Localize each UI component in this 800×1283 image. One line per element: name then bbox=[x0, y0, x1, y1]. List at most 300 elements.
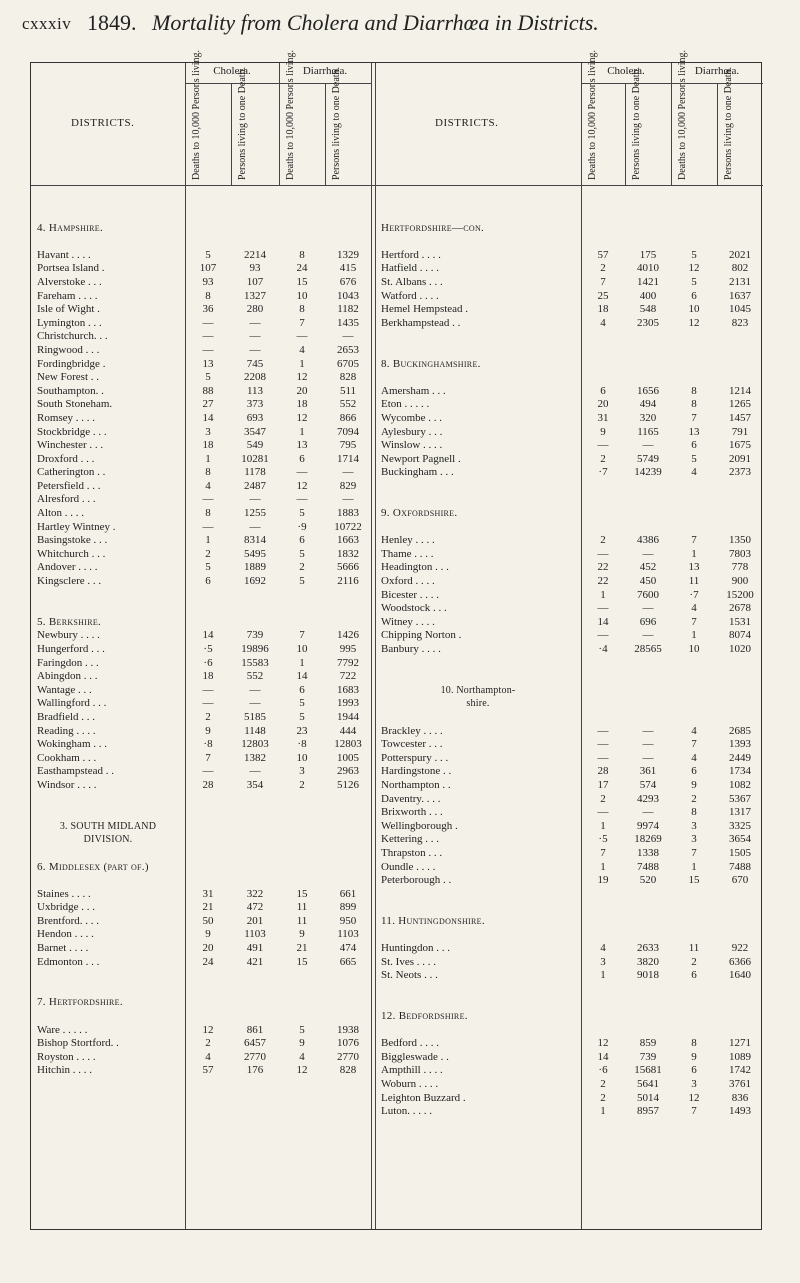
table-row bbox=[31, 725, 371, 739]
cholera-persons-cell: — bbox=[249, 765, 261, 778]
diarrhoea-deaths-cell: 3 bbox=[691, 819, 697, 832]
cholera-persons-cell: 1338 bbox=[637, 846, 659, 859]
district-name: Huntingdon . . . bbox=[381, 942, 451, 955]
cholera-persons-cell: 1178 bbox=[244, 466, 266, 479]
table-row bbox=[31, 657, 371, 671]
table-row bbox=[375, 725, 763, 739]
table-row bbox=[31, 262, 371, 276]
cholera-deaths-cell: 18 bbox=[202, 670, 214, 683]
cholera-deaths-cell: — bbox=[597, 602, 609, 615]
diarrhoea-deaths-cell: ·9 bbox=[297, 520, 307, 533]
district-name: Newport Pagnell . bbox=[381, 452, 461, 465]
table-row bbox=[375, 290, 763, 304]
header-rule bbox=[31, 185, 763, 186]
cholera-deaths-cell: 1 bbox=[600, 1105, 606, 1118]
cholera-persons-cell: 574 bbox=[639, 778, 657, 791]
diarrhoea-persons-cell: 415 bbox=[339, 262, 357, 275]
cholera-persons-cell: 19896 bbox=[241, 643, 269, 655]
districts-header-left: DISTRICTS. bbox=[71, 117, 135, 129]
district-name: Brixworth . . . bbox=[381, 806, 443, 819]
diarrhoea-deaths-cell: 12 bbox=[296, 479, 308, 492]
district-name: Berkhampstead . . bbox=[381, 316, 461, 329]
diarrhoea-persons-cell: 1637 bbox=[729, 289, 751, 302]
cholera-deaths-cell: 2 bbox=[600, 452, 606, 465]
right-column bbox=[375, 208, 763, 1119]
cholera-persons-cell: 373 bbox=[246, 398, 264, 411]
diarrhoea-deaths-cell: 14 bbox=[296, 670, 308, 683]
table-row bbox=[375, 426, 763, 440]
spacer bbox=[31, 208, 371, 222]
cholera-persons-cell: 4010 bbox=[637, 262, 659, 275]
spacer bbox=[375, 521, 763, 535]
diarrhoea-persons-cell: 7792 bbox=[337, 656, 359, 669]
diarrhoea-deaths-cell: 3 bbox=[299, 765, 305, 778]
district-name: Alresford . . . bbox=[37, 493, 96, 506]
district-name: Biggleswade . . bbox=[381, 1050, 449, 1063]
table-row bbox=[31, 752, 371, 766]
district-name: Droxford . . . bbox=[37, 452, 95, 465]
diarrhoea-persons-cell: 7094 bbox=[337, 425, 359, 438]
district-name: Faringdon . . . bbox=[37, 656, 99, 669]
diarrhoea-deaths-cell: ·7 bbox=[689, 588, 699, 601]
district-name: Ringwood . . . bbox=[37, 343, 100, 356]
cholera-deaths-cell: 88 bbox=[202, 384, 214, 397]
spacer bbox=[375, 330, 763, 344]
section-title: DIVISION. bbox=[83, 834, 133, 846]
table-row bbox=[375, 317, 763, 331]
diarrhoea-deaths-cell: 23 bbox=[296, 724, 308, 737]
cholera-deaths-cell: — bbox=[597, 751, 609, 764]
section-title: 4. Hampshire. bbox=[37, 221, 104, 234]
diarrhoea-persons-cell: 1457 bbox=[729, 411, 751, 424]
diarrhoea-persons-cell: 1944 bbox=[337, 710, 359, 723]
diarrhoea-persons-cell: 12803 bbox=[334, 738, 362, 751]
district-name: Aylesbury . . . bbox=[381, 425, 443, 438]
table-row bbox=[31, 439, 371, 453]
diarrhoea-deaths-cell: 15 bbox=[296, 275, 308, 288]
cholera-persons-cell: 859 bbox=[639, 1037, 657, 1050]
cholera-deaths-cell: ·5 bbox=[203, 643, 213, 655]
cholera-deaths-cell: 31 bbox=[202, 887, 214, 900]
diarrhoea-persons-cell: 6705 bbox=[337, 357, 359, 370]
cholera-persons-cell: 494 bbox=[639, 398, 657, 411]
district-name: Buckingham . . . bbox=[381, 466, 454, 479]
cholera-deaths-cell: 3 bbox=[205, 425, 211, 438]
district-name: Woburn . . . . bbox=[381, 1078, 439, 1090]
diarrhoea-deaths-cell: 2 bbox=[691, 792, 697, 805]
diarrhoea-persons-cell: 900 bbox=[731, 575, 749, 588]
district-name: Havant . . . . bbox=[37, 248, 91, 261]
cholera-persons-cell: 739 bbox=[246, 629, 264, 642]
district-name: Winchester . . . bbox=[37, 439, 104, 452]
diarrhoea-deaths-cell: 1 bbox=[691, 629, 697, 642]
district-name: Woodstock . . . bbox=[381, 602, 447, 615]
cholera-deaths-cell: 18 bbox=[202, 439, 214, 452]
diarrhoea-persons-cell: 778 bbox=[731, 561, 749, 574]
cholera-persons-cell: — bbox=[249, 493, 261, 506]
table-row bbox=[375, 398, 763, 412]
cholera-deaths-cell: 31 bbox=[597, 411, 609, 424]
diarrhoea-deaths-cell: 11 bbox=[296, 901, 308, 914]
cholera-persons-cell: 400 bbox=[639, 289, 657, 302]
table-row bbox=[375, 561, 763, 575]
table-row bbox=[31, 697, 371, 711]
diarrhoea-deaths-cell: 4 bbox=[691, 751, 697, 764]
spacer bbox=[375, 493, 763, 507]
table-row bbox=[375, 453, 763, 467]
cholera-deaths-cell: 8 bbox=[205, 507, 211, 520]
diarrhoea-deaths-cell: 10 bbox=[296, 751, 308, 764]
cholera-deaths-cell: 4 bbox=[600, 316, 606, 329]
cholera-header-right: Cholera. bbox=[607, 65, 645, 77]
diarrhoea-persons-cell: 1742 bbox=[729, 1064, 751, 1077]
table-row bbox=[31, 738, 371, 752]
cholera-deaths-cell: — bbox=[597, 806, 609, 819]
table-row bbox=[31, 493, 371, 507]
diarrhoea-persons-cell: 2131 bbox=[729, 275, 751, 288]
diarrhoea-persons-cell: 2116 bbox=[337, 575, 359, 588]
cholera-deaths-cell: 1 bbox=[600, 819, 606, 832]
section-title: shire. bbox=[466, 698, 490, 710]
district-name: Windsor . . . . bbox=[37, 778, 97, 791]
diarrhoea-deaths-cell: 6 bbox=[299, 683, 305, 696]
cholera-persons-cell: — bbox=[642, 751, 654, 764]
deaths-header: Deaths to 10,000 Persons living. bbox=[191, 50, 202, 180]
diarrhoea-deaths-cell: 13 bbox=[688, 561, 700, 574]
diarrhoea-persons-cell: 1076 bbox=[337, 1037, 359, 1050]
cholera-persons-cell: 2305 bbox=[637, 316, 659, 329]
diarrhoea-persons-cell: 1734 bbox=[729, 765, 751, 778]
spacer bbox=[375, 670, 763, 684]
cholera-persons-cell: — bbox=[642, 439, 654, 452]
table-row bbox=[375, 820, 763, 834]
section-heading bbox=[375, 1010, 763, 1024]
diarrhoea-persons-cell: 15200 bbox=[726, 588, 754, 601]
cholera-deaths-cell: 22 bbox=[597, 575, 609, 588]
table-row bbox=[375, 1051, 763, 1065]
cholera-persons-cell: 361 bbox=[639, 765, 657, 778]
diarrhoea-persons-cell: 3761 bbox=[729, 1078, 751, 1090]
district-name: Wellingborough . bbox=[381, 819, 458, 832]
cholera-deaths-cell: 7 bbox=[205, 751, 211, 764]
diarrhoea-deaths-cell: 12 bbox=[296, 411, 308, 424]
table-row bbox=[375, 1037, 763, 1051]
table-row bbox=[375, 1064, 763, 1078]
diarrhoea-deaths-cell: 8 bbox=[299, 303, 305, 316]
table-row bbox=[375, 793, 763, 807]
deaths-header: Deaths to 10,000 Persons living. bbox=[587, 50, 598, 180]
section-title: 12. Bedfordshire. bbox=[381, 1010, 468, 1023]
diarrhoea-persons-cell: 665 bbox=[339, 955, 357, 968]
cholera-deaths-cell: 9 bbox=[205, 724, 211, 737]
diarrhoea-deaths-cell: 15 bbox=[296, 955, 308, 968]
district-name: Uxbridge . . . bbox=[37, 901, 96, 914]
spacer bbox=[31, 969, 371, 983]
table-row bbox=[31, 358, 371, 372]
diarrhoea-persons-cell: 2770 bbox=[337, 1050, 359, 1063]
diarrhoea-persons-cell: 1265 bbox=[729, 398, 751, 411]
district-name: Ampthill . . . . bbox=[381, 1064, 443, 1077]
cholera-deaths-cell: 9 bbox=[205, 928, 211, 941]
cholera-persons-cell: — bbox=[642, 629, 654, 642]
district-name: Hungerford . . . bbox=[37, 643, 105, 655]
district-name: Winslow . . . . bbox=[381, 439, 443, 452]
cholera-persons-cell: 280 bbox=[246, 303, 264, 316]
cholera-persons-cell: 7488 bbox=[637, 860, 659, 873]
cholera-persons-cell: 421 bbox=[246, 955, 264, 968]
diarrhoea-deaths-cell: 7 bbox=[691, 1105, 697, 1118]
cholera-persons-cell: 1103 bbox=[244, 928, 266, 941]
section-title: 9. Oxfordshire. bbox=[381, 507, 458, 520]
district-name: St. Ives . . . . bbox=[381, 955, 436, 968]
diarrhoea-deaths-cell: 11 bbox=[688, 575, 700, 588]
cholera-deaths-cell: 57 bbox=[202, 1064, 214, 1077]
section-title: 3. SOUTH MIDLAND bbox=[59, 820, 157, 832]
diarrhoea-persons-cell: 1271 bbox=[729, 1037, 751, 1050]
cholera-persons-cell: 8314 bbox=[244, 534, 266, 547]
section-title: 5. Berkshire. bbox=[37, 615, 102, 628]
district-name: Thame . . . . bbox=[381, 547, 434, 560]
spacer bbox=[31, 806, 371, 820]
diarrhoea-persons-cell: 1640 bbox=[729, 969, 751, 982]
table-row bbox=[375, 412, 763, 426]
district-name: Lymington . . . bbox=[37, 316, 102, 329]
district-name: Oundle . . . . bbox=[381, 860, 436, 873]
table-row bbox=[375, 643, 763, 657]
diarrhoea-persons-cell: 3325 bbox=[729, 819, 751, 832]
district-name: Hemel Hempstead . bbox=[381, 303, 469, 316]
diarrhoea-deaths-cell: 20 bbox=[296, 384, 308, 397]
section-heading bbox=[375, 222, 763, 236]
table-row bbox=[31, 670, 371, 684]
cholera-persons-cell: 2633 bbox=[637, 942, 659, 955]
cholera-persons-cell: — bbox=[249, 330, 261, 343]
rule bbox=[581, 83, 763, 84]
diarrhoea-persons-cell: 791 bbox=[731, 425, 749, 438]
table-row bbox=[375, 779, 763, 793]
district-name: Hertford . . . . bbox=[381, 248, 441, 261]
table-row bbox=[31, 290, 371, 304]
cholera-deaths-cell: 1 bbox=[600, 969, 606, 982]
table-row bbox=[375, 534, 763, 548]
diarrhoea-persons-cell: 1089 bbox=[729, 1050, 751, 1063]
district-name: Hitchin . . . . bbox=[37, 1064, 92, 1077]
table-row bbox=[31, 711, 371, 725]
cholera-persons-cell: 18269 bbox=[634, 833, 662, 846]
table-row bbox=[375, 861, 763, 875]
cholera-persons-cell: 28565 bbox=[634, 643, 662, 655]
diarrhoea-deaths-cell: 6 bbox=[691, 969, 697, 982]
cholera-deaths-cell: 20 bbox=[597, 398, 609, 411]
cholera-deaths-cell: — bbox=[202, 493, 214, 506]
diarrhoea-persons-cell: — bbox=[342, 493, 354, 506]
table-row bbox=[31, 942, 371, 956]
cholera-deaths-cell: 17 bbox=[597, 778, 609, 791]
cholera-persons-cell: 450 bbox=[639, 575, 657, 588]
diarrhoea-persons-cell: 1317 bbox=[729, 806, 751, 819]
section-heading bbox=[31, 616, 371, 630]
cholera-deaths-cell: — bbox=[202, 765, 214, 778]
cholera-persons-cell: 5014 bbox=[637, 1091, 659, 1104]
diarrhoea-persons-cell: 829 bbox=[339, 479, 357, 492]
table-row bbox=[31, 901, 371, 915]
district-name: Fordingbridge . bbox=[37, 357, 106, 370]
cholera-persons-cell: 9974 bbox=[637, 819, 659, 832]
diarrhoea-deaths-cell: 6 bbox=[691, 289, 697, 302]
diarrhoea-persons-cell: 802 bbox=[731, 262, 749, 275]
cholera-persons-cell: — bbox=[249, 683, 261, 696]
cholera-persons-cell: 472 bbox=[246, 901, 264, 914]
section-heading bbox=[31, 996, 371, 1010]
col-rule bbox=[279, 63, 280, 185]
section-heading bbox=[31, 833, 371, 847]
table-row bbox=[31, 521, 371, 535]
district-name: Reading . . . . bbox=[37, 724, 96, 737]
diarrhoea-persons-cell: 1005 bbox=[337, 751, 359, 764]
table-row bbox=[31, 779, 371, 793]
diarrhoea-persons-cell: 828 bbox=[339, 371, 357, 384]
cholera-deaths-cell: 25 bbox=[597, 289, 609, 302]
table-row bbox=[31, 534, 371, 548]
diarrhoea-persons-cell: 1082 bbox=[729, 778, 751, 791]
diarrhoea-deaths-cell: 1 bbox=[691, 547, 697, 560]
cholera-persons-cell: 2208 bbox=[244, 371, 266, 384]
district-name: St. Albans . . . bbox=[381, 275, 443, 288]
diarrhoea-persons-cell: 1531 bbox=[729, 615, 751, 628]
col-rule bbox=[231, 83, 232, 185]
diarrhoea-persons-cell: 1045 bbox=[729, 303, 751, 316]
cholera-persons-cell: — bbox=[642, 724, 654, 737]
section-heading bbox=[375, 915, 763, 929]
diarrhoea-deaths-cell: 1 bbox=[299, 656, 305, 669]
cholera-persons-cell: 549 bbox=[246, 439, 264, 452]
cholera-deaths-cell: 27 bbox=[202, 398, 214, 411]
cholera-deaths-cell: 2 bbox=[205, 1037, 211, 1050]
deaths-header: Deaths to 10,000 Persons living. bbox=[285, 50, 296, 180]
cholera-deaths-cell: — bbox=[597, 547, 609, 560]
district-name: Leighton Buzzard . bbox=[381, 1091, 466, 1104]
diarrhoea-deaths-cell: 5 bbox=[299, 547, 305, 560]
district-name: Romsey . . . . bbox=[37, 411, 96, 424]
table-row bbox=[375, 1092, 763, 1106]
diarrhoea-deaths-cell: 8 bbox=[691, 384, 697, 397]
table-row bbox=[31, 765, 371, 779]
table-row bbox=[375, 589, 763, 603]
cholera-persons-cell: 452 bbox=[639, 561, 657, 574]
district-name: Wallingford . . . bbox=[37, 697, 107, 710]
cholera-deaths-cell: 12 bbox=[202, 1023, 214, 1036]
diarrhoea-deaths-cell: 4 bbox=[691, 466, 697, 479]
diarrhoea-persons-cell: 511 bbox=[339, 384, 357, 397]
cholera-deaths-cell: ·6 bbox=[598, 1064, 608, 1077]
page-title: Mortality from Cholera and Diarrhœa in Districts. bbox=[152, 10, 599, 35]
cholera-persons-cell: 4386 bbox=[637, 534, 659, 547]
cholera-deaths-cell: ·5 bbox=[598, 833, 608, 846]
cholera-deaths-cell: 6 bbox=[205, 575, 211, 588]
cholera-deaths-cell: 4 bbox=[205, 479, 211, 492]
diarrhoea-deaths-cell: 4 bbox=[691, 602, 697, 615]
cholera-deaths-cell: 50 bbox=[202, 914, 214, 927]
cholera-persons-cell: 1148 bbox=[244, 724, 266, 737]
table-row bbox=[375, 738, 763, 752]
table-row bbox=[375, 1105, 763, 1119]
diarrhoea-deaths-cell: 10 bbox=[688, 643, 700, 655]
table-row bbox=[31, 371, 371, 385]
diarrhoea-deaths-cell: 12 bbox=[688, 1091, 700, 1104]
district-name: New Forest . . bbox=[37, 371, 100, 384]
district-name: Fareham . . . . bbox=[37, 289, 98, 302]
cholera-persons-cell: — bbox=[249, 697, 261, 710]
table-row bbox=[31, 317, 371, 331]
cholera-deaths-cell: 2 bbox=[600, 1078, 606, 1090]
cholera-deaths-cell: 5 bbox=[205, 371, 211, 384]
diarrhoea-deaths-cell: 7 bbox=[691, 534, 697, 547]
cholera-persons-cell: 2214 bbox=[244, 248, 266, 261]
section-heading bbox=[375, 358, 763, 372]
spacer bbox=[375, 996, 763, 1010]
cholera-persons-cell: 1327 bbox=[244, 289, 266, 302]
district-name: Hendon . . . . bbox=[37, 928, 94, 941]
cholera-persons-cell: 861 bbox=[246, 1023, 264, 1036]
district-name: Bradfield . . . bbox=[37, 710, 96, 723]
cholera-persons-cell: 7600 bbox=[637, 588, 659, 601]
table-row bbox=[31, 385, 371, 399]
spacer bbox=[375, 901, 763, 915]
section-title: 10. Northampton- bbox=[440, 684, 516, 696]
spacer bbox=[31, 602, 371, 616]
table-row bbox=[31, 629, 371, 643]
year: 1849. bbox=[87, 10, 137, 35]
cholera-deaths-cell: 2 bbox=[600, 262, 606, 275]
cholera-persons-cell: 4293 bbox=[637, 792, 659, 805]
district-name: Hartley Wintney . bbox=[37, 520, 116, 533]
table-row bbox=[31, 412, 371, 426]
table-row bbox=[375, 806, 763, 820]
section-heading bbox=[375, 684, 763, 698]
diarrhoea-deaths-cell: 3 bbox=[691, 833, 697, 846]
diarrhoea-persons-cell: — bbox=[342, 330, 354, 343]
diarrhoea-persons-cell: 2091 bbox=[729, 452, 751, 465]
diarrhoea-deaths-cell: 4 bbox=[299, 343, 305, 356]
district-name: Ware . . . . . bbox=[37, 1023, 88, 1036]
diarrhoea-persons-cell: 1683 bbox=[337, 683, 359, 696]
district-name: Stockbridge . . . bbox=[37, 425, 107, 438]
cholera-deaths-cell: 12 bbox=[597, 1037, 609, 1050]
cholera-persons-cell: 739 bbox=[639, 1050, 657, 1063]
diarrhoea-persons-cell: 1043 bbox=[337, 289, 359, 302]
spacer bbox=[375, 888, 763, 902]
diarrhoea-persons-cell: 8074 bbox=[729, 629, 751, 642]
table-row bbox=[375, 385, 763, 399]
cholera-deaths-cell: 7 bbox=[600, 275, 606, 288]
persons-header: Persons living to one Death. bbox=[237, 66, 248, 180]
diarrhoea-deaths-cell: 9 bbox=[299, 928, 305, 941]
district-name: Catherington . . bbox=[37, 466, 106, 479]
diarrhoea-persons-cell: 1663 bbox=[337, 534, 359, 547]
diarrhoea-persons-cell: 3654 bbox=[729, 833, 751, 846]
table-row bbox=[375, 847, 763, 861]
diarrhoea-deaths-cell: — bbox=[296, 330, 308, 343]
spacer bbox=[31, 983, 371, 997]
table-row bbox=[375, 249, 763, 263]
persons-header: Persons living to one Death. bbox=[631, 66, 642, 180]
cholera-persons-cell: 1656 bbox=[637, 384, 659, 397]
cholera-deaths-cell: 2 bbox=[205, 547, 211, 560]
diarrhoea-deaths-cell: 15 bbox=[688, 874, 700, 887]
cholera-persons-cell: — bbox=[642, 547, 654, 560]
diarrhoea-persons-cell: 2963 bbox=[337, 765, 359, 778]
cholera-persons-cell: — bbox=[249, 316, 261, 329]
